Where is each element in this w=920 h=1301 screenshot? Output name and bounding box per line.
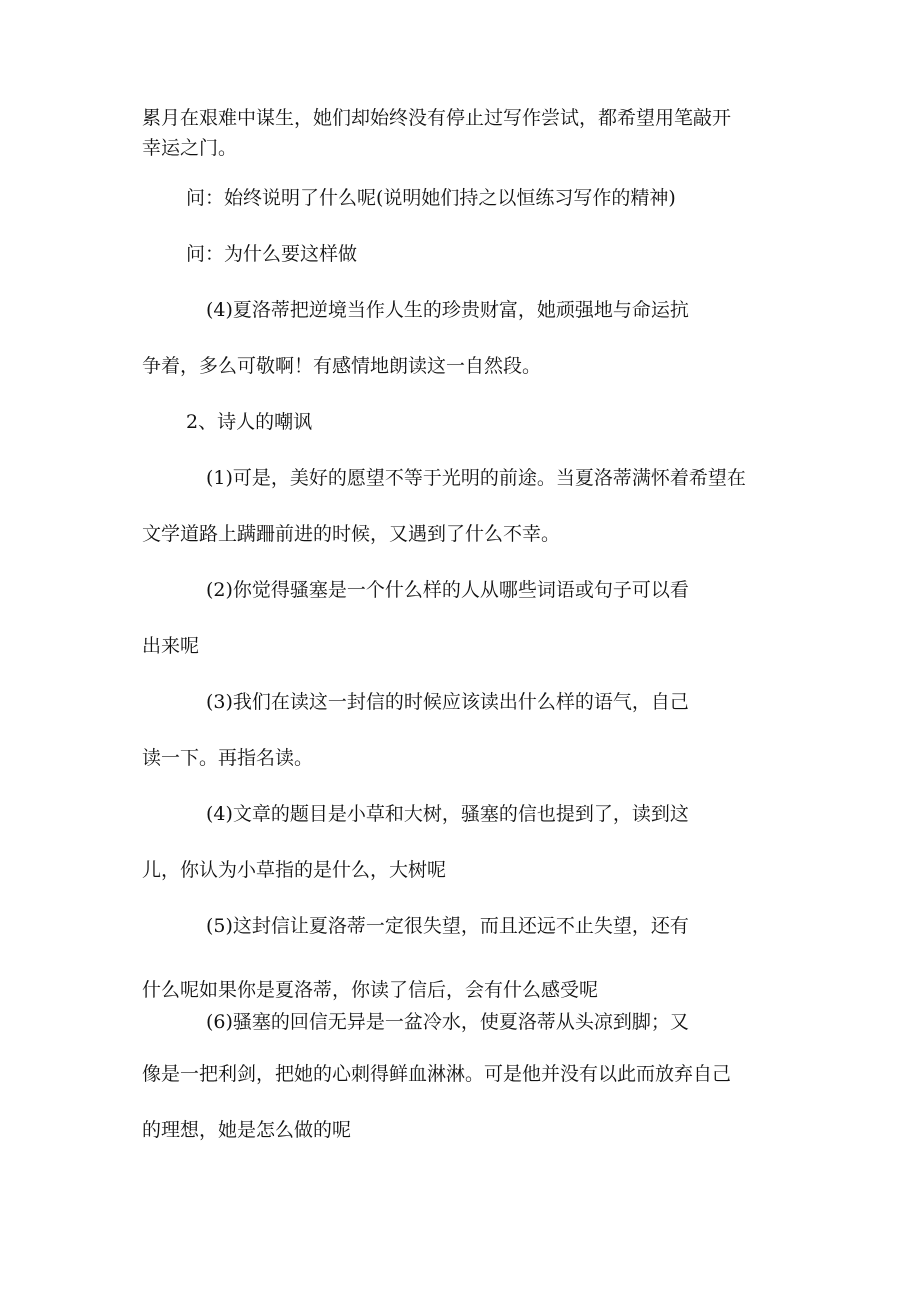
text-line-16: (5)这封信让夏洛蒂一定很失望，而且还远不止失望，还有 <box>206 915 689 937</box>
text-line-17: 什么呢如果你是夏洛蒂，你读了信后，会有什么感受呢 <box>142 979 599 1001</box>
text-line-3: 问：始终说明了什么呢(说明她们持之以恒练习写作的精神) <box>186 187 676 209</box>
text-line-19: 像是一把利剑，把她的心刺得鲜血淋淋。可是他并没有以此而放弃自己 <box>142 1063 732 1085</box>
text-line-5: (4)夏洛蒂把逆境当作人生的珍贵财富，她顽强地与命运抗 <box>206 299 689 321</box>
text-line-10: (2)你觉得骚塞是一个什么样的人从哪些词语或句子可以看 <box>206 579 689 601</box>
text-line-9: 文学道路上蹒跚前进的时候，又遇到了什么不幸。 <box>142 523 561 545</box>
text-line-1: 累月在艰难中谋生，她们却始终没有停止过写作尝试，都希望用笔敲开 <box>142 107 732 129</box>
text-line-13: 读一下。再指名读。 <box>142 747 314 769</box>
section-heading: 2、诗人的嘲讽 <box>186 411 313 433</box>
text-line-8: (1)可是，美好的愿望不等于光明的前途。当夏洛蒂满怀着希望在 <box>206 467 746 489</box>
text-line-14: (4)文章的题目是小草和大树，骚塞的信也提到了，读到这 <box>206 803 689 825</box>
text-line-18: (6)骚塞的回信无异是一盆冷水，使夏洛蒂从头凉到脚；又 <box>206 1011 689 1033</box>
text-line-11: 出来呢 <box>142 635 200 657</box>
text-line-4: 问：为什么要这样做 <box>186 243 358 265</box>
text-line-2: 幸运之门。 <box>142 137 238 159</box>
text-line-6: 争着，多么可敬啊！有感情地朗读这一自然段。 <box>142 355 542 377</box>
text-line-12: (3)我们在读这一封信的时候应该读出什么样的语气，自己 <box>206 691 689 713</box>
text-line-20: 的理想，她是怎么做的呢 <box>142 1119 352 1141</box>
text-line-15: 儿，你认为小草指的是什么，大树呢 <box>142 859 447 881</box>
